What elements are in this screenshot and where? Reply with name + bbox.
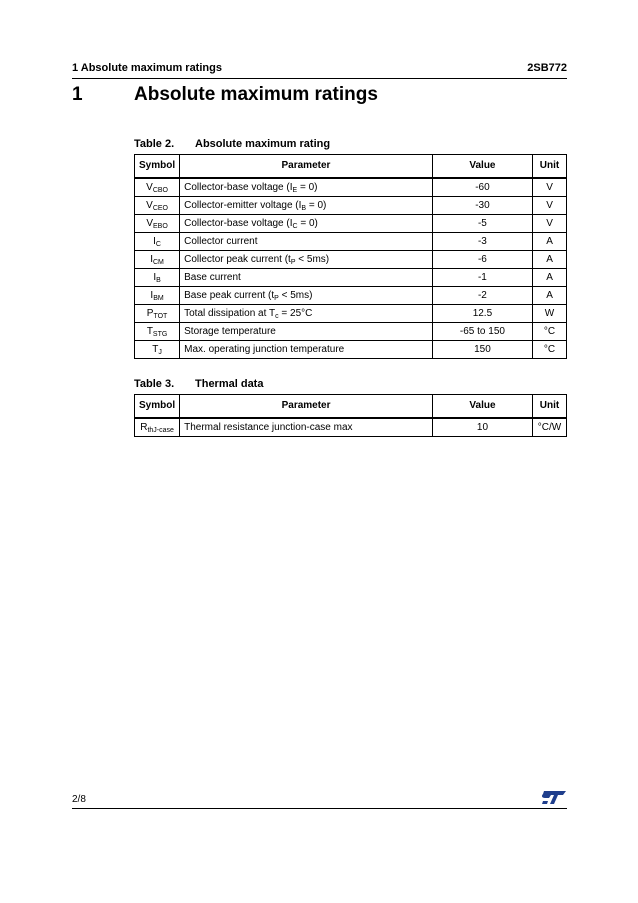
table2-caption-title: Absolute maximum rating bbox=[195, 138, 331, 150]
value-cell: -1 bbox=[432, 269, 532, 287]
symbol-letter: P bbox=[146, 308, 154, 319]
parameter-text: Total dissipation at T bbox=[184, 308, 276, 319]
unit-cell: °C bbox=[533, 323, 567, 341]
symbol-cell bbox=[135, 178, 180, 197]
parameter-subscript: C bbox=[292, 223, 298, 230]
table-row bbox=[135, 233, 567, 251]
unit-cell: A bbox=[533, 233, 567, 251]
header-unit: Unit bbox=[533, 155, 567, 179]
parameter-subscript: c bbox=[275, 313, 279, 320]
thermal-data-table bbox=[134, 394, 567, 437]
value-cell: -2 bbox=[432, 287, 532, 305]
table3-caption-number: Table 3. bbox=[134, 378, 175, 390]
symbol-letter: V bbox=[146, 182, 153, 193]
symbol-letter: T bbox=[152, 344, 159, 355]
table-row bbox=[135, 305, 567, 323]
parameter-cell bbox=[180, 305, 433, 323]
unit-cell: A bbox=[533, 251, 567, 269]
table-row bbox=[135, 215, 567, 233]
unit-cell: °C bbox=[533, 341, 567, 359]
parameter-text-end: < 5ms) bbox=[295, 254, 330, 265]
symbol-letter: R bbox=[140, 422, 148, 433]
table2-caption-number: Table 2. bbox=[134, 138, 175, 150]
unit-cell: A bbox=[533, 287, 567, 305]
header-parameter: Parameter bbox=[180, 155, 433, 179]
unit-cell: V bbox=[533, 197, 567, 215]
symbol-cell bbox=[135, 418, 180, 437]
header-symbol: Symbol bbox=[135, 395, 180, 419]
parameter-cell bbox=[180, 341, 433, 359]
symbol-letter: I bbox=[150, 290, 154, 301]
header-unit: Unit bbox=[533, 395, 567, 419]
header-parameter: Parameter bbox=[180, 395, 433, 419]
unit-cell: V bbox=[533, 215, 567, 233]
parameter-text: Collector current bbox=[184, 236, 258, 247]
unit-cell: W bbox=[533, 305, 567, 323]
symbol-subscript: EBO bbox=[153, 223, 168, 230]
symbol-cell bbox=[135, 233, 180, 251]
symbol-cell bbox=[135, 251, 180, 269]
table-row bbox=[135, 341, 567, 359]
table-header-row bbox=[135, 155, 567, 179]
symbol-letter: V bbox=[146, 200, 153, 211]
section-number: 1 bbox=[72, 84, 83, 105]
symbol-subscript: J bbox=[158, 349, 162, 356]
value-cell: 12.5 bbox=[432, 305, 532, 323]
table-row bbox=[135, 197, 567, 215]
header-value: Value bbox=[432, 395, 532, 419]
parameter-text-end: = 0) bbox=[297, 218, 318, 229]
symbol-letter: I bbox=[150, 254, 153, 265]
symbol-subscript: BM bbox=[153, 295, 164, 302]
table3-caption bbox=[134, 378, 263, 390]
symbol-subscript: CEO bbox=[152, 205, 168, 212]
parameter-text-end: < 5ms) bbox=[278, 290, 313, 301]
symbol-cell bbox=[135, 305, 180, 323]
parameter-text-end: = 25°C bbox=[278, 308, 313, 319]
parameter-subscript: E bbox=[292, 187, 298, 194]
symbol-cell bbox=[135, 215, 180, 233]
value-cell: 150 bbox=[432, 341, 532, 359]
parameter-text: Collector-emitter voltage (I bbox=[184, 200, 302, 211]
parameter-text-end: = 0) bbox=[306, 200, 327, 211]
value-cell: -60 bbox=[432, 178, 532, 197]
symbol-cell bbox=[135, 287, 180, 305]
table-row bbox=[135, 251, 567, 269]
symbol-letter: I bbox=[153, 236, 156, 247]
table-row bbox=[135, 323, 567, 341]
parameter-text: Collector-base voltage (I bbox=[184, 182, 293, 193]
parameter-cell bbox=[180, 197, 433, 215]
parameter-text: Base peak current (t bbox=[184, 290, 275, 301]
symbol-letter: I bbox=[153, 272, 157, 283]
parameter-cell bbox=[180, 251, 433, 269]
parameter-text: Base current bbox=[184, 272, 241, 283]
symbol-subscript: CM bbox=[153, 259, 164, 266]
parameter-cell bbox=[180, 323, 433, 341]
symbol-subscript: C bbox=[155, 241, 161, 248]
symbol-subscript: CBO bbox=[152, 187, 168, 194]
parameter-text: Thermal resistance junction-case max bbox=[184, 422, 353, 433]
symbol-cell bbox=[135, 197, 180, 215]
parameter-cell bbox=[180, 287, 433, 305]
running-header-section: 1 Absolute maximum ratings bbox=[72, 62, 222, 74]
table-row bbox=[135, 418, 567, 437]
st-logo-icon bbox=[541, 790, 567, 805]
parameter-subscript: P bbox=[274, 295, 279, 302]
running-header-part: 2SB772 bbox=[527, 62, 567, 74]
symbol-subscript: B bbox=[156, 277, 161, 284]
absolute-max-table bbox=[134, 154, 567, 359]
table-row bbox=[135, 269, 567, 287]
value-cell: -5 bbox=[432, 215, 532, 233]
parameter-text: Collector peak current (t bbox=[184, 254, 291, 265]
symbol-cell bbox=[135, 269, 180, 287]
parameter-text: Collector-base voltage (I bbox=[184, 218, 293, 229]
parameter-cell bbox=[180, 269, 433, 287]
parameter-cell bbox=[180, 233, 433, 251]
table-row bbox=[135, 287, 567, 305]
symbol-subscript: TOT bbox=[153, 313, 168, 320]
parameter-text-end: = 0) bbox=[297, 182, 318, 193]
symbol-subscript: thJ-case bbox=[147, 427, 174, 434]
section-title: Absolute maximum ratings bbox=[134, 84, 378, 105]
unit-cell: V bbox=[533, 178, 567, 197]
table2-caption bbox=[134, 138, 330, 150]
parameter-cell bbox=[180, 215, 433, 233]
parameter-subscript: B bbox=[301, 205, 307, 212]
header-rule bbox=[72, 78, 567, 79]
unit-cell: °C/W bbox=[533, 418, 567, 437]
parameter-text: Max. operating junction temperature bbox=[184, 344, 345, 355]
footer-rule bbox=[72, 808, 567, 809]
symbol-cell bbox=[135, 341, 180, 359]
parameter-cell bbox=[180, 178, 433, 197]
value-cell: -65 to 150 bbox=[432, 323, 532, 341]
value-cell: -6 bbox=[432, 251, 532, 269]
table3-caption-title: Thermal data bbox=[195, 378, 264, 390]
symbol-cell bbox=[135, 323, 180, 341]
value-cell: -30 bbox=[432, 197, 532, 215]
symbol-letter: T bbox=[146, 326, 153, 337]
page-number: 2/8 bbox=[72, 794, 86, 805]
symbol-letter: V bbox=[146, 218, 153, 229]
header-value: Value bbox=[432, 155, 532, 179]
symbol-subscript: STG bbox=[152, 331, 168, 338]
table-row bbox=[135, 178, 567, 197]
unit-cell: A bbox=[533, 269, 567, 287]
value-cell: 10 bbox=[432, 418, 532, 437]
parameter-subscript: P bbox=[290, 259, 296, 266]
value-cell: -3 bbox=[432, 233, 532, 251]
header-symbol: Symbol bbox=[135, 155, 180, 179]
table-header-row bbox=[135, 395, 567, 419]
parameter-cell bbox=[180, 418, 433, 437]
parameter-text: Storage temperature bbox=[184, 326, 276, 337]
